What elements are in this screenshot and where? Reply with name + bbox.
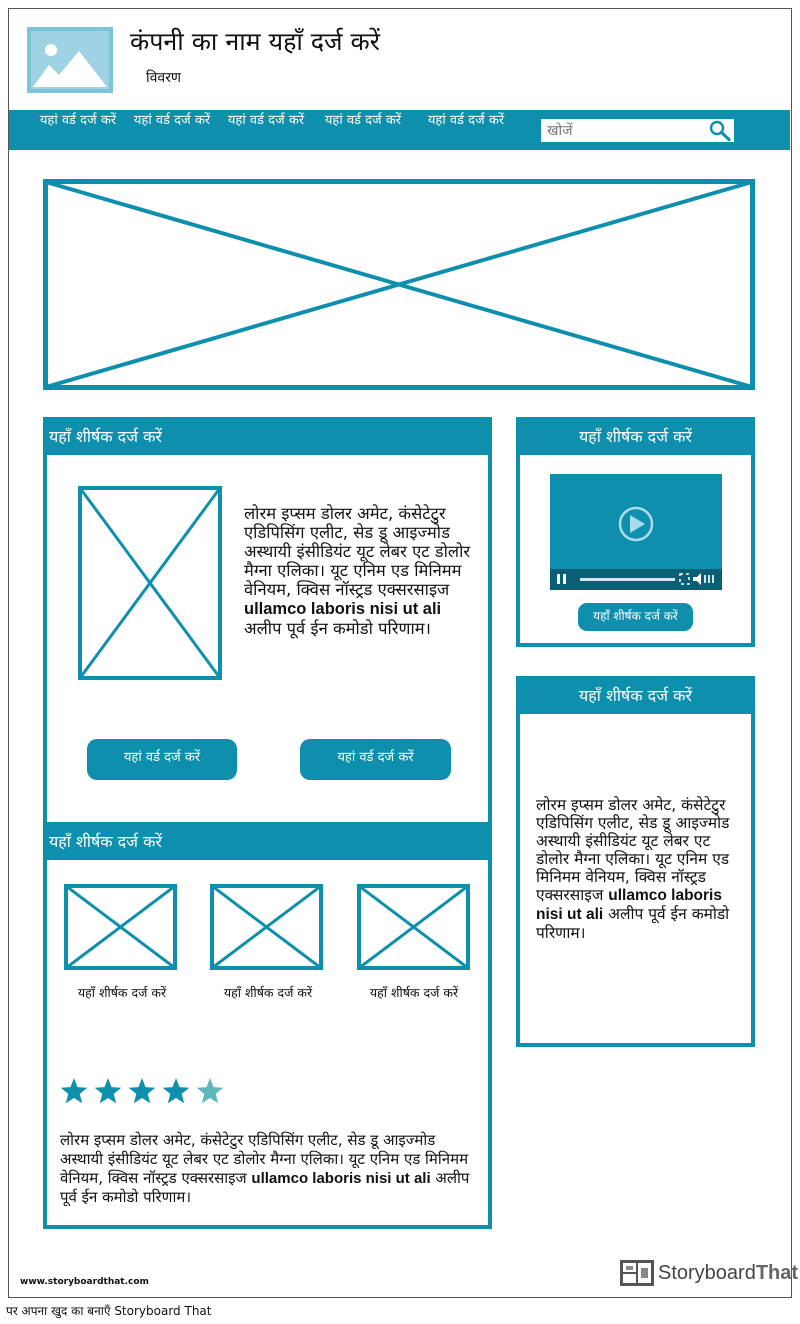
main-button-1[interactable]: यहां वर्ड दर्ज करें (87, 739, 237, 780)
nav-item-2[interactable]: यहां वर्ड दर्ज करें (133, 113, 211, 128)
gallery-caption-2: यहाँ शीर्षक दर्ज करें (223, 985, 313, 1000)
video-panel-heading: यहाँ शीर्षक दर्ज करें (516, 417, 755, 455)
nav-item-1[interactable]: यहां वर्ड दर्ज करें (39, 113, 117, 128)
gallery-image-2 (210, 884, 323, 970)
brand-text: StoryboardThat (658, 1262, 799, 1284)
footer-url[interactable]: www.storyboardthat.com (20, 1277, 149, 1287)
star-icon[interactable] (61, 1078, 88, 1103)
gallery-caption-1: यहाँ शीर्षक दर्ज करें (77, 985, 167, 1000)
star-icon[interactable] (95, 1078, 122, 1103)
nav-item-3[interactable]: यहां वर्ड दर्ज करें (227, 113, 305, 128)
gallery-panel-heading: यहाँ शीर्षक दर्ज करें (43, 822, 492, 860)
text-panel-heading: यहाँ शीर्षक दर्ज करें (516, 676, 755, 714)
storyboardthat-logo (620, 1260, 799, 1288)
nav-item-4[interactable]: यहां वर्ड दर्ज करें (324, 113, 402, 128)
company-logo-placeholder (27, 27, 113, 93)
main-panel-paragraph: लोरम इप्सम डोलर अमेट, कंसेटेटुर एडिपिसिंग एलीट, सेड डू आइज्मोड अस्थायी इंसीडियंट यूट लेबर एट डोलोर मैग्ना एलिका। यूट एनिम एड मिनिमम वेनियम, क्विस नॉस्ट्रड एक्सरसाइज ullamco laboris nisi ut ali अलीप पूर्व ईन कमोडो परिणाम। (244, 504, 471, 638)
main-image-placeholder (78, 486, 222, 680)
image-placeholder-icon (31, 31, 109, 89)
gallery-caption-3: यहाँ शीर्षक दर्ज करें (369, 985, 459, 1000)
company-description: विवरण (146, 70, 182, 86)
storyboard-logo-icon (620, 1260, 654, 1286)
bottom-note: पर अपना खुद का बनाएँ Storyboard That (6, 1304, 212, 1318)
hero-image-placeholder (43, 179, 755, 390)
star-icon[interactable] (163, 1078, 190, 1103)
gallery-image-1 (64, 884, 177, 970)
nav-item-5[interactable]: यहां वर्ड दर्ज करें (427, 113, 505, 128)
gallery-image-3 (357, 884, 470, 970)
star-icon[interactable] (197, 1078, 224, 1103)
main-button-2[interactable]: यहां वर्ड दर्ज करें (300, 739, 451, 780)
main-panel-heading: यहाँ शीर्षक दर्ज करें (43, 417, 492, 455)
text-panel-paragraph: लोरम इप्सम डोलर अमेट, कंसेटेटुर एडिपिसिंग एलीट, सेड डू आइज्मोड अस्थायी इंसीडियंट यूट लेबर एट डोलोर मैग्ना एलिका। यूट एनिम एड मिनिमम वेनियम, क्विस नॉस्ट्रड एक्सरसाइज ullamco laboris nisi ut ali अलीप पूर्व ईन कमोडो परिणाम। (536, 796, 730, 942)
search-button[interactable] (707, 119, 734, 142)
search-icon (707, 119, 734, 142)
video-player[interactable] (550, 474, 722, 590)
video-button[interactable]: यहाँ शीर्षक दर्ज करें (578, 603, 693, 631)
search-input[interactable] (541, 119, 712, 142)
star-icon[interactable] (129, 1078, 156, 1103)
company-name: कंपनी का नाम यहाँ दर्ज करें (130, 27, 380, 56)
search-box (539, 117, 736, 144)
gallery-panel-paragraph: लोरम इप्सम डोलर अमेट, कंसेटेटुर एडिपिसिंग एलीट, सेड डू आइज्मोड अस्थायी इंसीडियंट यूट लेबर एट डोलोर मैग्ना एलिका। यूट एनिम एड मिनिमम वेनियम, क्विस नॉस्ट्रड एक्सरसाइज ullamco laboris nisi ut ali अलीप पूर्व ईन कमोडो परिणाम। (60, 1131, 470, 1206)
star-rating[interactable] (58, 1076, 228, 1108)
